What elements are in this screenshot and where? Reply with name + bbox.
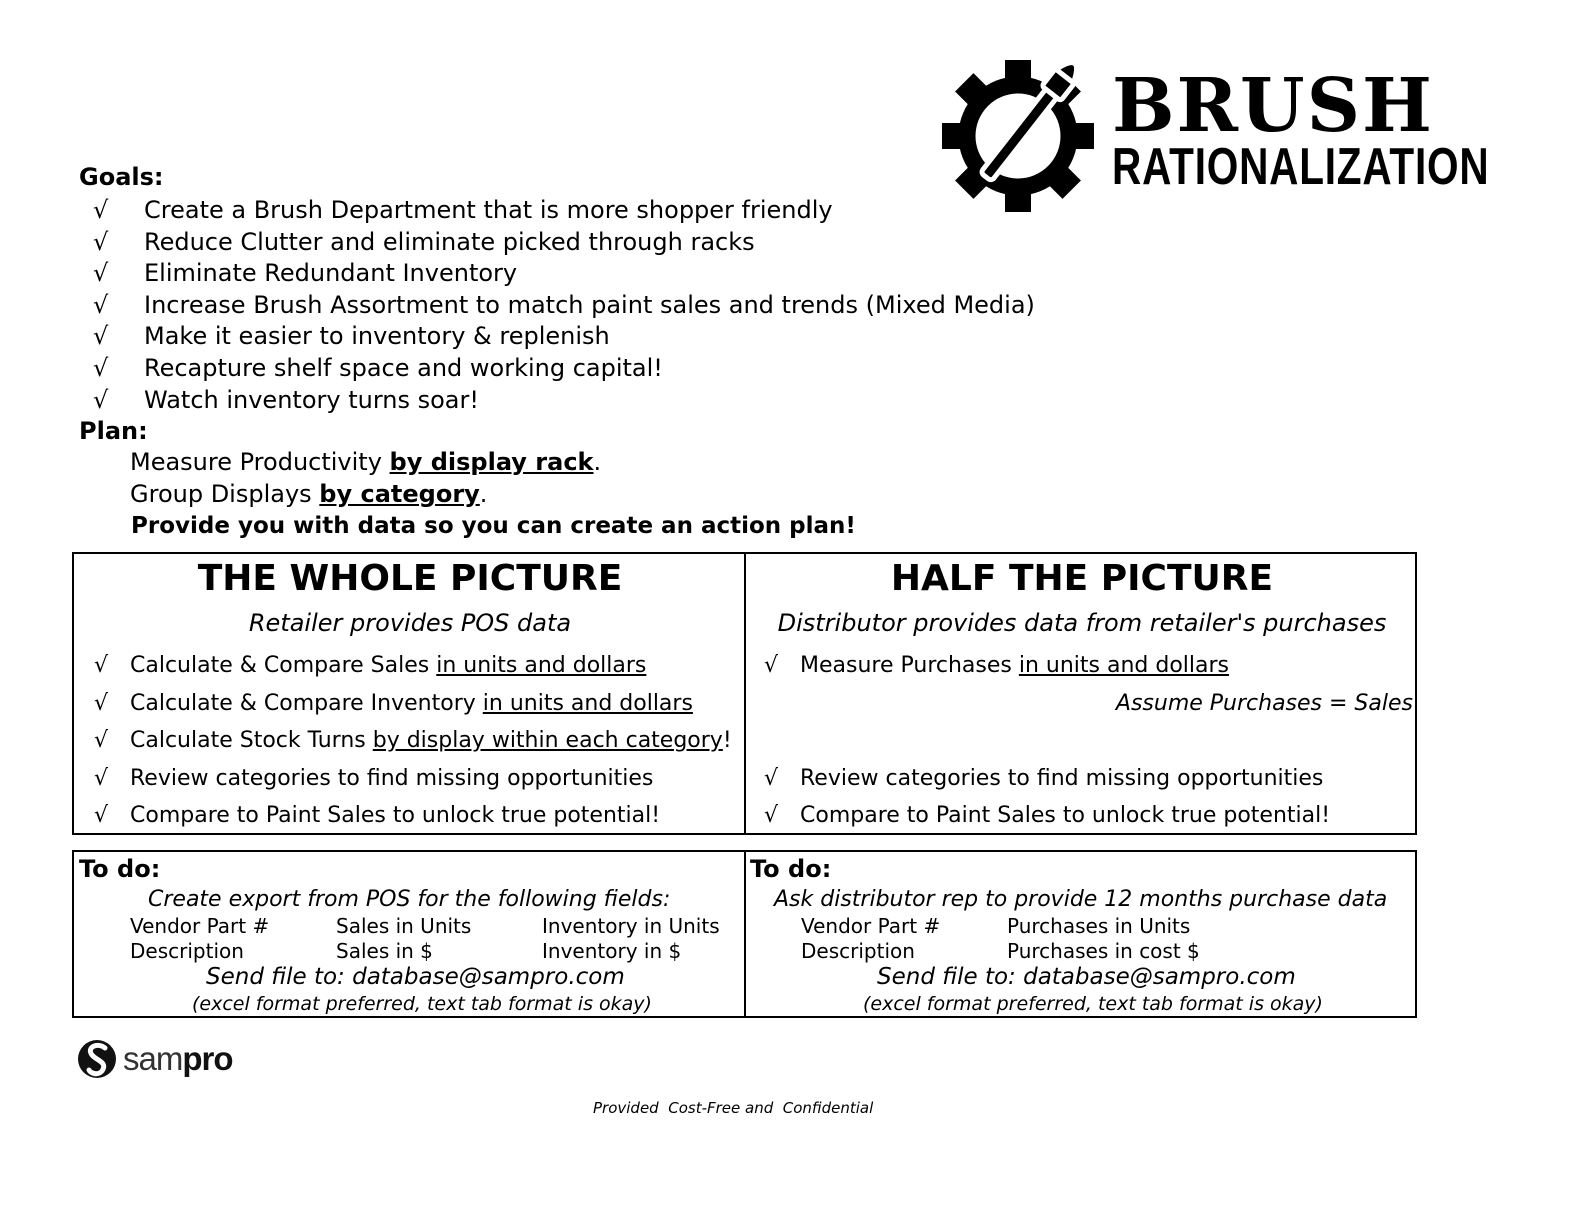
item-underline: in units and dollars [436,653,647,678]
sampro-text-bold: pro [182,1040,233,1077]
checkmark-icon: √ [94,803,109,828]
goal-text: Watch inventory turns soar! [144,385,479,414]
checkmark-icon: √ [94,691,109,716]
goal-text: Make it easier to inventory & replenish [144,322,610,351]
whole-picture-subheading: Retailer provides POS data [248,609,572,637]
item-text: Compare to Paint Sales to unlock true potential! [800,803,1331,828]
checkmark-icon: √ [93,385,109,414]
goal-text: Increase Brush Assortment to match paint sales and trends (Mixed Media) [144,290,1035,319]
comparison-box [72,552,1417,835]
checkmark-icon: √ [93,290,109,319]
todo-right-note: (excel format preferred, text tab format is okay) [863,993,1323,1015]
item-text: Measure Purchases [800,653,1019,678]
goal-item [93,226,1093,258]
checkmark-icon: √ [93,259,109,288]
whole-picture-heading: THE WHOLE PICTURE [197,558,623,599]
todo-left-note: (excel format preferred, text tab format is okay) [192,993,652,1015]
todo-right-title: To do: [750,855,832,883]
plan-title: Plan: [79,417,148,445]
todo-left-title: To do: [79,855,161,883]
column-divider [744,852,746,1016]
todo-left-instruction: Create export from POS for the following fields: [148,887,671,912]
item-text: Calculate & Compare Sales [130,653,437,678]
goal-item [93,384,1093,416]
plan-line-productivity [130,448,601,476]
item-underline: by display within each category [372,728,723,753]
field-label: Purchases in cost $ [1007,939,1200,963]
plan-text: Measure Productivity [130,448,390,476]
todo-left-send: Send file to: database@sampro.com [206,964,625,990]
checkmark-icon: √ [764,803,779,828]
checkmark-icon: √ [93,196,109,224]
plan-line-group [130,480,487,508]
assume-note: Assume Purchases = Sales [1115,691,1413,716]
checkmark-icon: √ [93,354,109,382]
item-text: Review categories to find missing opportunities [800,766,1324,791]
item-underline: in units and dollars [482,691,693,716]
checkmark-icon: √ [764,766,779,791]
goals-title: Goals: [79,163,164,191]
half-picture-subheading: Distributor provides data from retailer's purchases [777,609,1387,637]
todo-box [72,850,1417,1018]
plan-period: . [593,448,602,476]
goal-item [93,257,1093,289]
item-text: Calculate & Compare Inventory [130,691,483,716]
logo-word-brush: BRUSH [1112,63,1434,149]
field-label: Inventory in $ [542,939,682,963]
goal-item [93,289,1093,321]
checkmark-icon: √ [94,728,109,753]
field-label: Description [801,939,915,963]
half-picture-heading: HALF THE PICTURE [890,558,1274,599]
goal-text: Recapture shelf space and working capital! [144,354,663,382]
item-text: Calculate Stock Turns [130,728,373,753]
checkmark-icon: √ [94,653,109,678]
goal-text: Reduce Clutter and eliminate picked through racks [144,227,755,256]
checkmark-icon: √ [764,653,779,678]
item-suffix: ! [722,728,732,753]
goal-text: Create a Brush Department that is more shopper friendly [144,196,833,224]
gear-brush-icon [942,46,1107,214]
field-label: Sales in $ [336,939,433,963]
field-label: Sales in Units [336,914,472,938]
field-label: Vendor Part # [130,914,270,938]
checkmark-icon: √ [93,227,109,256]
plan-emphasis: by display rack [389,448,594,476]
item-text: Compare to Paint Sales to unlock true potential! [130,803,661,828]
logo-word-rationalization: RATIONALIZATION [1112,138,1490,196]
plan-text: Group Displays [130,480,320,508]
sampro-text-light: sam [123,1040,183,1077]
checkmark-icon: √ [94,766,109,791]
field-label: Purchases in Units [1007,914,1191,938]
item-text: Review categories to find missing opportunities [130,766,654,791]
item-underline: in units and dollars [1018,653,1230,678]
field-label: Inventory in Units [542,914,720,938]
field-label: Description [130,939,244,963]
goal-item [93,352,1093,384]
todo-right-send: Send file to: database@sampro.com [877,964,1296,990]
checkmark-icon: √ [93,322,109,351]
plan-period: . [479,480,488,508]
brush-rationalization-logo [942,46,1490,216]
goal-text: Eliminate Redundant Inventory [144,259,518,288]
goal-item [93,320,1093,352]
footer-note: Provided Cost-Free and Confidential [593,1099,874,1117]
todo-right-instruction: Ask distributor rep to provide 12 months purchase data [774,887,1388,912]
goal-item [93,194,1093,226]
sampro-s-icon [78,1037,118,1081]
plan-emphasis: by category [319,480,480,508]
field-label: Vendor Part # [801,914,941,938]
plan-action: Provide you with data so you can create an action plan! [131,513,856,539]
